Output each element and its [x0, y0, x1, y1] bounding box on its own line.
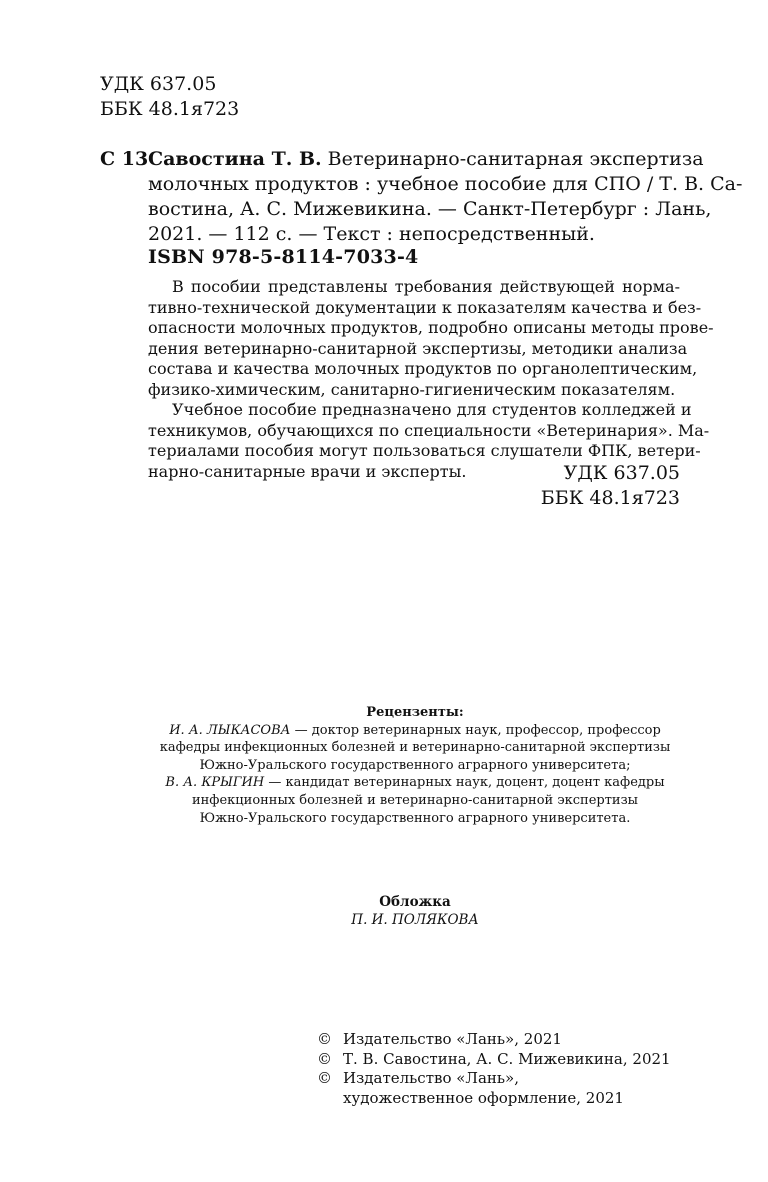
cover-title: Обложка [379, 894, 451, 910]
reviewer-text: — кандидат ветеринарных наук, доцент, доцент кафедры [264, 775, 665, 791]
reviewer-line: кафедры инфекционных болезней и ветеринарно-санитарной экспертизы [159, 740, 671, 756]
copyright-icon: © [317, 1049, 332, 1068]
cover-credit [150, 893, 680, 929]
reviewer-name: В. А. КРЫГИН [165, 775, 265, 791]
biblio-line: 2021. — 112 с. — Текст : непосредственный. [148, 223, 595, 245]
reviewer-text: — доктор ветеринарных наук, профессор, профессор [290, 722, 661, 738]
annotation-line: техникумов, обучающихся по специальности «Ветеринария». Ма- [148, 420, 710, 440]
annotation [148, 277, 714, 482]
copyright-icon: © [317, 1030, 332, 1048]
reviewer-line: Южно-Уральского государственного аграрного университета. [199, 810, 631, 826]
reviewers-block [150, 704, 680, 827]
reviewer-line: Южно-Уральского государственного аграрного университета; [199, 757, 631, 773]
classification-bottom [541, 461, 680, 511]
bibliographic-description [148, 147, 743, 247]
biblio-line: востина, А. С. Мижевикина. — Санкт-Петербург : Лань, [148, 198, 712, 220]
bbk-code: ББК 48.1я723 [540, 487, 680, 509]
annotation-line: тивно-технической документации к показателям качества и без- [148, 297, 702, 317]
biblio-line: молочных продуктов : учебное пособие для СПО / Т. В. Са- [148, 173, 743, 195]
classification-top [100, 72, 239, 122]
annotation-line: Учебное пособие предназначено для студентов колледжей и [172, 400, 692, 419]
bbk-code: ББК 48.1я723 [100, 98, 240, 120]
annotation-line: физико-химическим, санитарно-гигиеническим показателям. [148, 379, 676, 399]
annotation-line: териалами пособия могут пользоваться слушатели ФПК, ветери- [148, 441, 701, 460]
copyright-row [317, 1050, 671, 1070]
biblio-line [148, 147, 704, 172]
cover-designer: П. И. ПОЛЯКОВА [351, 912, 479, 928]
annotation-line: нарно-санитарные врачи и эксперты. [148, 461, 467, 481]
copyright-text: Издательство «Лань», [343, 1069, 520, 1087]
copyright-text: Т. В. Савостина, А. С. Мижевикина, 2021 [343, 1049, 671, 1068]
author-sign: С 13 [100, 148, 149, 170]
annotation-line: В пособии представлены требования действующей норма- [172, 277, 680, 296]
reviewers-title: Рецензенты: [366, 705, 464, 720]
reviewer-line: инфекционных болезней и ветеринарно-санитарной экспертизы [191, 792, 639, 808]
reviewer-line [150, 774, 680, 792]
author-name: Савостина Т. В. [148, 148, 322, 170]
copyright-icon: © [317, 1069, 332, 1087]
annotation-line: дения ветеринарно-санитарной экспертизы, методики анализа [148, 338, 688, 358]
isbn: ISBN 978-5-8114-7033-4 [148, 246, 419, 268]
annotation-line: опасности молочных продуктов, подробно описаны методы прове- [148, 318, 714, 337]
reviewer-name: И. А. ЛЫКАСОВА [169, 722, 291, 738]
biblio-line-text: Ветеринарно-санитарная экспертиза [321, 148, 704, 170]
copyright-block [317, 1030, 671, 1108]
copyright-multiline [343, 1069, 624, 1108]
udk-code: УДК 637.05 [100, 73, 217, 95]
annotation-line: состава и качества молочных продуктов по органолептическим, [148, 359, 698, 378]
copyright-text: Издательство «Лань», 2021 [343, 1030, 562, 1048]
copyright-text-continued: художественное оформление, 2021 [343, 1088, 624, 1107]
reviewer-line [150, 722, 680, 740]
copyright-row [317, 1030, 671, 1050]
udk-code: УДК 637.05 [563, 462, 680, 484]
copyright-row [317, 1069, 671, 1108]
